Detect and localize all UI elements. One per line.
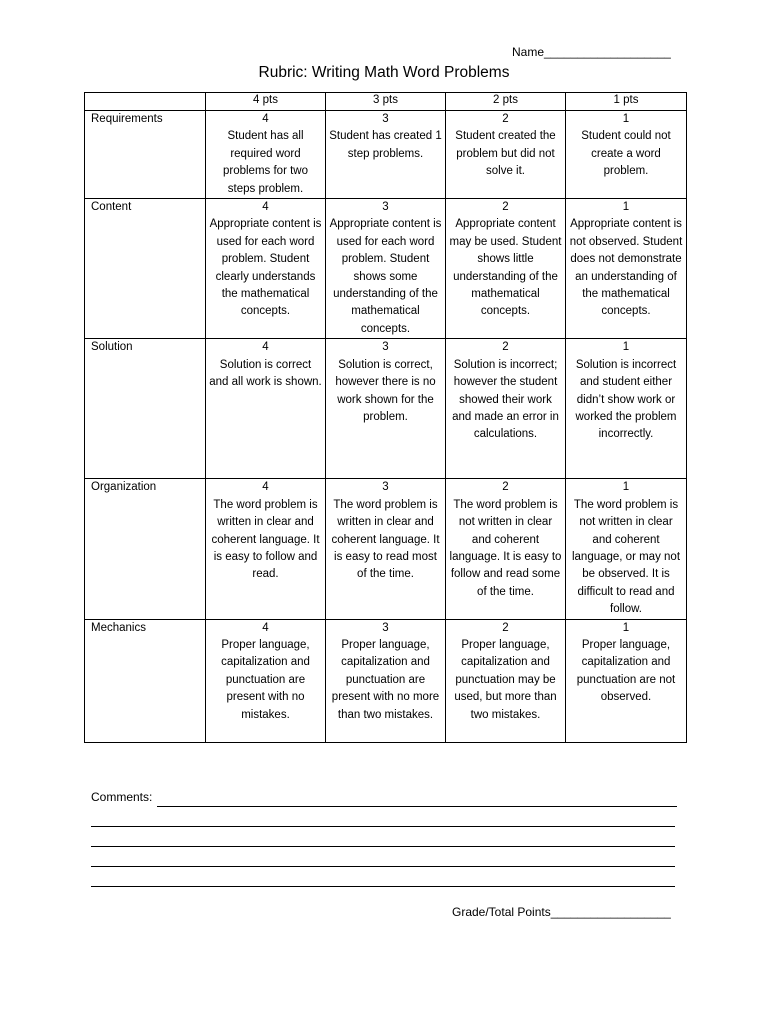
table-row (85, 199, 687, 339)
cell-description: Student could not create a word problem. (581, 130, 671, 178)
cell-description: The word problem is written in clear and coherent language. It is easy to read most of the time. (331, 498, 440, 581)
rubric-cell (326, 111, 446, 199)
cell-description: Proper language, capitalization and punctuation may be used, but more than two mistakes. (454, 638, 557, 721)
rubric-cell (446, 111, 566, 199)
cell-description: The word problem is not written in clear and coherent language, or may not be observed. It is difficult to read and follow. (571, 498, 681, 616)
cell-score: 2 (502, 481, 509, 494)
cell-description: Appropriate content may be used. Student shows little understanding of the mathematical concepts. (449, 218, 562, 318)
cell-score: 2 (502, 341, 509, 354)
cell-description: Proper language, capitalization and punctuation are present with no mistakes. (221, 638, 310, 721)
rubric-cell (566, 619, 687, 742)
cell-score: 3 (382, 621, 389, 634)
grade-total-points: Grade/Total Points__________________ (452, 905, 671, 919)
cell-score: 1 (622, 113, 630, 125)
criterion-label: Mechanics (85, 619, 206, 742)
header-cell-1pts: 1 pts (566, 93, 687, 111)
header-cell-3pts: 3 pts (326, 93, 446, 111)
cell-score: 4 (262, 481, 269, 494)
cell-score: 3 (382, 341, 389, 354)
cell-description: The word problem is not written in clear and coherent language. It is easy to follow and read some of the time. (449, 498, 562, 598)
cell-score: 4 (262, 113, 269, 125)
cell-score: 2 (502, 113, 509, 125)
rubric-cell (326, 479, 446, 619)
header-cell-4pts: 4 pts (206, 93, 326, 111)
comment-line (91, 846, 675, 847)
rubric-cell (566, 339, 687, 479)
cell-score: 1 (622, 341, 630, 354)
cell-description: Appropriate content is not observed. Student does not demonstrate an understanding of the mathematical concepts. (569, 218, 683, 318)
cell-score: 4 (262, 621, 269, 634)
name-field: Name___________________ (512, 45, 671, 59)
header-cell-blank (85, 93, 206, 111)
cell-description: Solution is correct, however there is no work shown for the problem. (335, 358, 436, 423)
table-row (85, 479, 687, 619)
cell-score: 1 (622, 481, 630, 494)
rubric-table (84, 92, 687, 743)
rubric-cell (566, 479, 687, 619)
cell-description: Student has created 1 step problems. (329, 130, 442, 160)
rubric-cell (566, 111, 687, 199)
cell-score: 3 (382, 113, 389, 125)
table-row (85, 339, 687, 479)
rubric-cell (446, 339, 566, 479)
rubric-cell (446, 479, 566, 619)
header-cell-2pts: 2 pts (446, 93, 566, 111)
header-row (85, 93, 687, 111)
cell-score: 3 (382, 201, 389, 214)
criterion-label: Solution (85, 339, 206, 479)
criterion-label: Organization (85, 479, 206, 619)
page-title: Rubric: Writing Math Word Problems (258, 64, 510, 81)
rubric-cell (206, 339, 326, 479)
criterion-label: Content (85, 199, 206, 339)
rubric-cell (446, 619, 566, 742)
cell-description: Appropriate content is used for each word problem. Student clearly understands the mathematical concepts. (209, 218, 322, 318)
table-row (85, 111, 687, 199)
rubric-cell (326, 199, 446, 339)
cell-score: 1 (622, 201, 630, 214)
cell-score: 4 (262, 201, 269, 214)
cell-description: Solution is incorrect and student either didn’t show work or worked the problem incorrectly. (575, 358, 677, 441)
comment-line (91, 866, 675, 867)
comment-line (91, 826, 675, 827)
cell-description: Appropriate content is used for each word problem. Student shows some understanding of the mathematical concepts. (329, 218, 442, 335)
cell-score: 2 (502, 201, 509, 214)
comments-label: Comments: (91, 790, 153, 804)
comments-rule (157, 806, 677, 807)
criterion-label: Requirements (85, 111, 206, 199)
rubric-cell (206, 111, 326, 199)
rubric-cell (326, 339, 446, 479)
cell-description: Proper language, capitalization and punctuation are not observed. (576, 638, 676, 704)
cell-description: Solution is incorrect; however the student showed their work and made an error in calculations. (452, 358, 559, 441)
cell-description: Student created the problem but did not solve it. (455, 130, 556, 178)
cell-score: 4 (262, 341, 269, 354)
cell-description: Student has all required word problems for two steps problem. (222, 130, 308, 195)
cell-score: 3 (382, 481, 389, 494)
rubric-cell (206, 199, 326, 339)
rubric-cell (326, 619, 446, 742)
rubric-cell (566, 199, 687, 339)
cell-score: 2 (502, 621, 509, 634)
comment-line (91, 886, 675, 887)
cell-description: Proper language, capitalization and punctuation are present with no more than two mistakes. (331, 638, 440, 721)
rubric-cell (206, 479, 326, 619)
cell-score: 1 (622, 621, 630, 634)
cell-description: The word problem is written in clear and coherent language. It is easy to follow and read. (211, 498, 320, 581)
rubric-cell (446, 199, 566, 339)
cell-description: Solution is correct and all work is shown. (209, 358, 322, 389)
rubric-cell (206, 619, 326, 742)
table-row (85, 619, 687, 742)
